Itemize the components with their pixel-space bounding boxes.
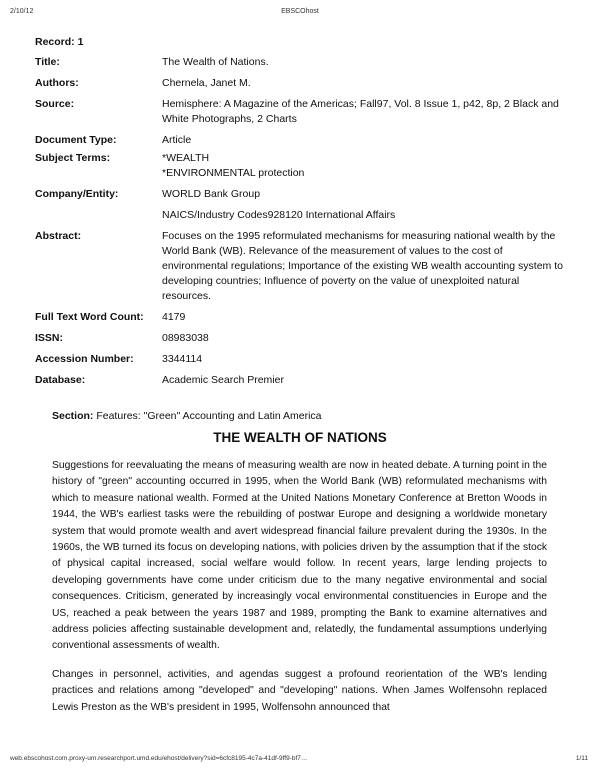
section-line <box>52 410 322 422</box>
authors-row <box>35 76 570 91</box>
subject-term: *ENVIRONMENTAL protection <box>162 167 305 179</box>
company-entity-row <box>35 187 570 223</box>
page-number: 1/11 <box>575 755 588 762</box>
document-type-label: Document Type: <box>35 134 117 146</box>
record-number-row <box>35 35 570 50</box>
database-value: Academic Search Premier <box>162 374 284 386</box>
issn-label: ISSN: <box>35 332 64 344</box>
paragraph: Changes in personnel, activities, and agendas suggest a profound reorientation of the WB's lending practices and relations among "developed" and "developing" nations. When James Wolfensohn replaced Lewis Preston as the WB's president in 1995, Wolfensohn announced that <box>52 668 547 713</box>
paragraph: Suggestions for reevaluating the means of measuring wealth are now in heated debate. A turning point in the history of "green" accounting occurred in 1995, when the World Bank (WB) reformulated mechanisms with which to measure national wealth. Formed at the United Nations Monetary Conference at Bretton Woods in 1944, the WB's earliest tasks were the rebuilding of postwar Europe and designing a worldwide monetary system that would promote wealth and avert widespread financial failure prevalent during the 1930s. In the 1960s, the WB turned its focus on developing nations, with policies driven by the assumption that if the stock of physical capital increased, social welfare would follow. In recent years, large lending projects to developing governments have come under criticism due to the many negative environmental and social consequences. Criticism, generated by increasingly vocal environmental constituencies in Europe and the US, reached a peak between the years 1987 and 1989, prompting the Bank to examine alternatives and address policies affecting sustainable development and, relatedly, the fundamental assumptions underlying conventional assessments of wealth. <box>52 460 547 652</box>
page-header <box>0 8 600 20</box>
site-name: EBSCOhost <box>281 8 319 15</box>
abstract-row <box>35 229 570 304</box>
source-row <box>35 97 570 127</box>
company-name: WORLD Bank Group <box>162 188 261 200</box>
company-entity-label: Company/Entity: <box>35 188 119 200</box>
subject-terms-row <box>35 151 570 181</box>
title-label: Title: <box>35 56 60 68</box>
accession-label: Accession Number: <box>35 353 134 365</box>
company-entity-value <box>162 187 570 223</box>
article-title: THE WEALTH OF NATIONS <box>213 430 387 445</box>
abstract-label: Abstract: <box>35 230 82 242</box>
section-label: Section: <box>52 410 94 422</box>
record-number: Record: 1 <box>35 36 84 48</box>
source-value: Hemisphere: A Magazine of the Americas; Fall97, Vol. 8 Issue 1, p42, 8p, 2 Black and White Photographs, 2 Charts <box>162 98 559 125</box>
word-count-row <box>35 310 570 325</box>
database-label: Database: <box>35 374 86 386</box>
document-type-value: Article <box>162 134 192 146</box>
document-type-row <box>35 133 570 148</box>
authors-label: Authors: <box>35 77 79 89</box>
source-label: Source: <box>35 98 75 110</box>
abstract-value: Focuses on the 1995 reformulated mechanisms for measuring national wealth by the World Bank (WB). Relevance of the measurement of values to the cost of environmental regulations; Importance of the existing WB wealth accounting system to developing countries; Influence of poverty on the value of unexploited natural resources. <box>162 230 563 302</box>
subject-term: *WEALTH <box>162 152 210 164</box>
article-body <box>52 458 547 728</box>
word-count-label: Full Text Word Count: <box>35 311 144 323</box>
naics-codes: NAICS/Industry Codes928120 International Affairs <box>162 209 396 221</box>
accession-value: 3344114 <box>162 353 203 365</box>
section-value: Features: "Green" Accounting and Latin America <box>96 410 322 422</box>
title-row <box>35 55 570 70</box>
word-count-value: 4179 <box>162 311 186 323</box>
issn-value: 08983038 <box>162 332 209 344</box>
record-details <box>35 35 570 394</box>
page-footer <box>0 755 600 767</box>
page-url: web.ebscohost.com.proxy-um.researchport.umd.edu/ehost/delivery?sid=6cfc8195-4c7a-41df-9ff9-bf7… <box>10 755 308 762</box>
title-value: The Wealth of Nations. <box>162 56 269 68</box>
subject-terms-label: Subject Terms: <box>35 152 111 164</box>
subject-terms-value <box>162 151 570 181</box>
print-date: 2/10/12 <box>10 8 34 15</box>
authors-value: Chernela, Janet M. <box>162 77 251 89</box>
database-row <box>35 373 570 388</box>
accession-row <box>35 352 570 367</box>
issn-row <box>35 331 570 346</box>
